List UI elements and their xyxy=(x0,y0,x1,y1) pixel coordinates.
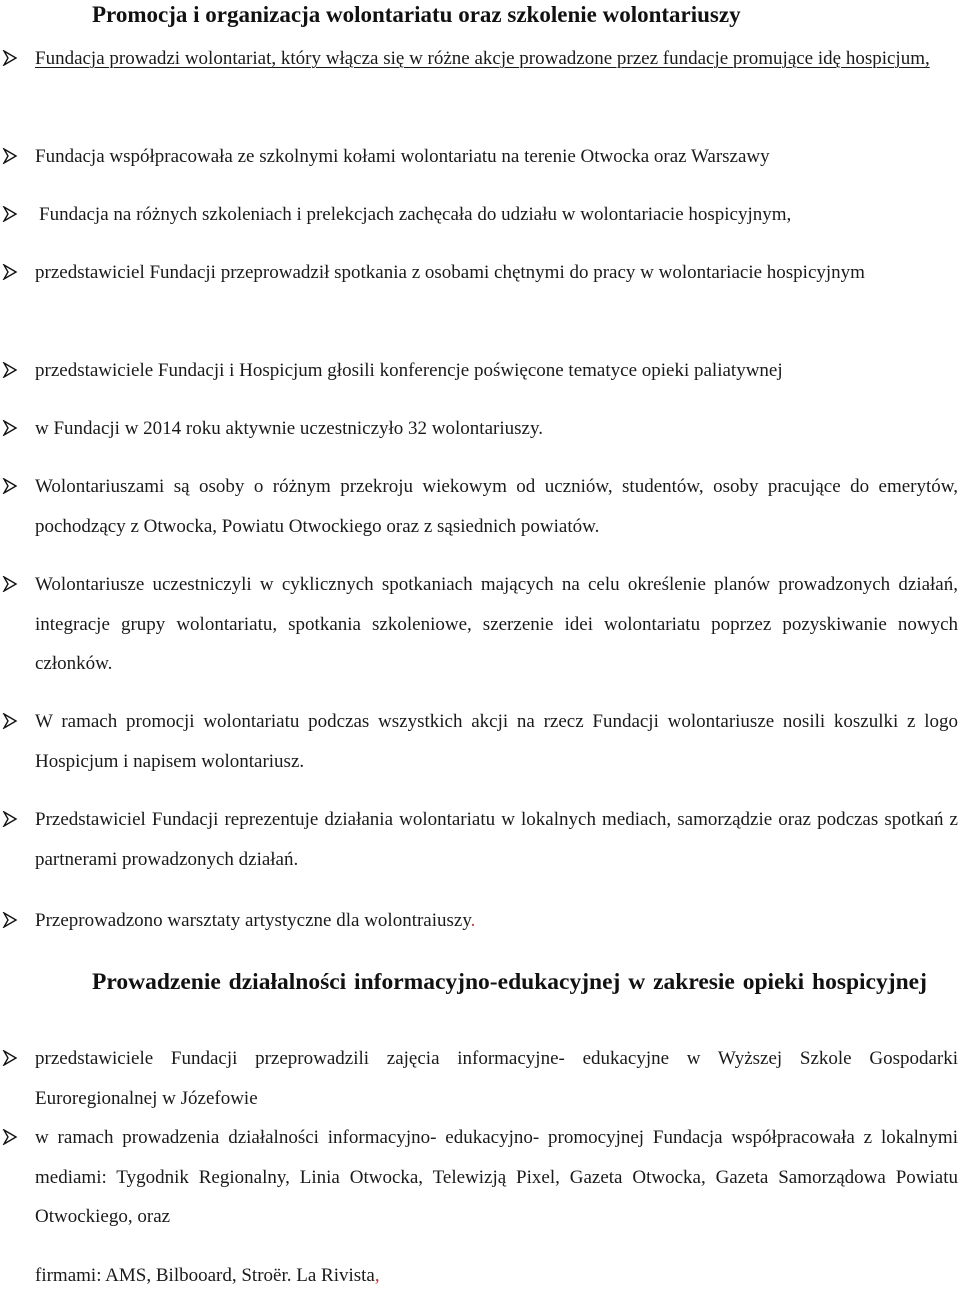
arrowhead-bullet-icon xyxy=(2,901,20,941)
list-item xyxy=(0,351,958,391)
list-item xyxy=(0,1118,958,1237)
list-item xyxy=(0,565,958,684)
arrowhead-bullet-icon xyxy=(2,1039,20,1079)
arrowhead-bullet-icon xyxy=(2,409,20,449)
list-item xyxy=(0,901,958,941)
arrowhead-bullet-icon xyxy=(2,467,20,507)
list-item-text: przedstawiciel Fundacji przeprowadził spotkania z osobami chętnymi do pracy w wolontariacie hospicyjnym xyxy=(35,262,865,283)
list-item-text: przedstawiciele Fundacji przeprowadzili zajęcia informacyjne- edukacyjne w Wyższej Szkole Gospodarki Euroregionalnej w Józefowie xyxy=(35,1048,958,1109)
list-item xyxy=(0,1039,958,1118)
list-item xyxy=(0,195,958,235)
arrowhead-bullet-icon xyxy=(2,253,20,293)
list-item-text: Wolontariusze uczestniczyli w cyklicznych spotkaniach mających na celu określenie planów prowadzonych działań, integracje grupy wolontariatu, spotkania szkoleniowe, szerzenie idei wolontariatu poprzez pozyskiwanie nowych członków. xyxy=(35,574,958,674)
arrowhead-bullet-icon xyxy=(2,1118,20,1158)
trailing-paragraph: firmami: AMS, Bilbooard, Stroër. La Rivista, xyxy=(35,1265,380,1286)
list-item-text: Fundacja na różnych szkoleniach i prelekcjach zachęcała do udziału w wolontariacie hospicyjnym, xyxy=(39,204,792,225)
arrowhead-bullet-icon xyxy=(2,195,20,235)
arrowhead-bullet-icon xyxy=(2,351,20,391)
list-item-text: Fundacja prowadzi wolontariat, który włącza się w różne akcje prowadzone przez fundacje promujące idę hospicjum, xyxy=(35,48,930,69)
arrowhead-bullet-icon xyxy=(2,565,20,605)
list-item-text: w ramach prowadzenia działalności informacyjno- edukacyjno- promocyjnej Fundacja współpracowała z lokalnymi mediami: Tygodnik Regionalny, Linia Otwocka, Telewizją Pixel, Gazeta Otwocka, Gazeta Samorządowa Powiatu Otwockiego, oraz xyxy=(35,1127,958,1227)
list-item xyxy=(0,467,958,546)
section-heading-volunteering: Promocja i organizacja wolontariatu oraz szkolenie wolontariuszy xyxy=(92,2,741,27)
list-item-text: Przedstawiciel Fundacji reprezentuje działania wolontariatu w lokalnych mediach, samorządzie oraz podczas spotkań z partnerami prowadzonych działań. xyxy=(35,809,958,870)
list-item-text: w Fundacji w 2014 roku aktywnie uczestniczyło 32 wolontariuszy. xyxy=(35,418,543,439)
list-item xyxy=(0,39,958,79)
list-item xyxy=(0,800,958,879)
list-item-text: Fundacja współpracowała ze szkolnymi kołami wolontariatu na terenie Otwocka oraz Warszawy xyxy=(35,146,770,167)
arrowhead-bullet-icon xyxy=(2,800,20,840)
list-item xyxy=(0,702,958,781)
list-item-text: Przeprowadzono warsztaty artystyczne dla wolontraiuszy. xyxy=(35,910,476,931)
section-heading-information-education: Prowadzenie działalności informacyjno-edukacyjnej w zakresie opieki hospicyjnej xyxy=(92,969,927,995)
list-item-text: przedstawiciele Fundacji i Hospicjum głosili konferencje poświęcone tematyce opieki paliatywnej xyxy=(35,360,783,381)
list-item-text: Wolontariuszami są osoby o różnym przekroju wiekowym od uczniów, studentów, osoby pracujące do emerytów, pochodzący z Otwocka, Powiatu Otwockiego oraz z sąsiednich powiatów. xyxy=(35,476,958,537)
arrowhead-bullet-icon xyxy=(2,39,20,79)
arrowhead-bullet-icon xyxy=(2,702,20,742)
list-item xyxy=(0,253,958,293)
list-item-text: W ramach promocji wolontariatu podczas wszystkich akcji na rzecz Fundacji wolontariusze nosili koszulki z logo Hospicjum i napisem wolontariusz. xyxy=(35,711,958,772)
arrowhead-bullet-icon xyxy=(2,137,20,177)
list-item xyxy=(0,409,958,449)
list-item xyxy=(0,137,958,177)
